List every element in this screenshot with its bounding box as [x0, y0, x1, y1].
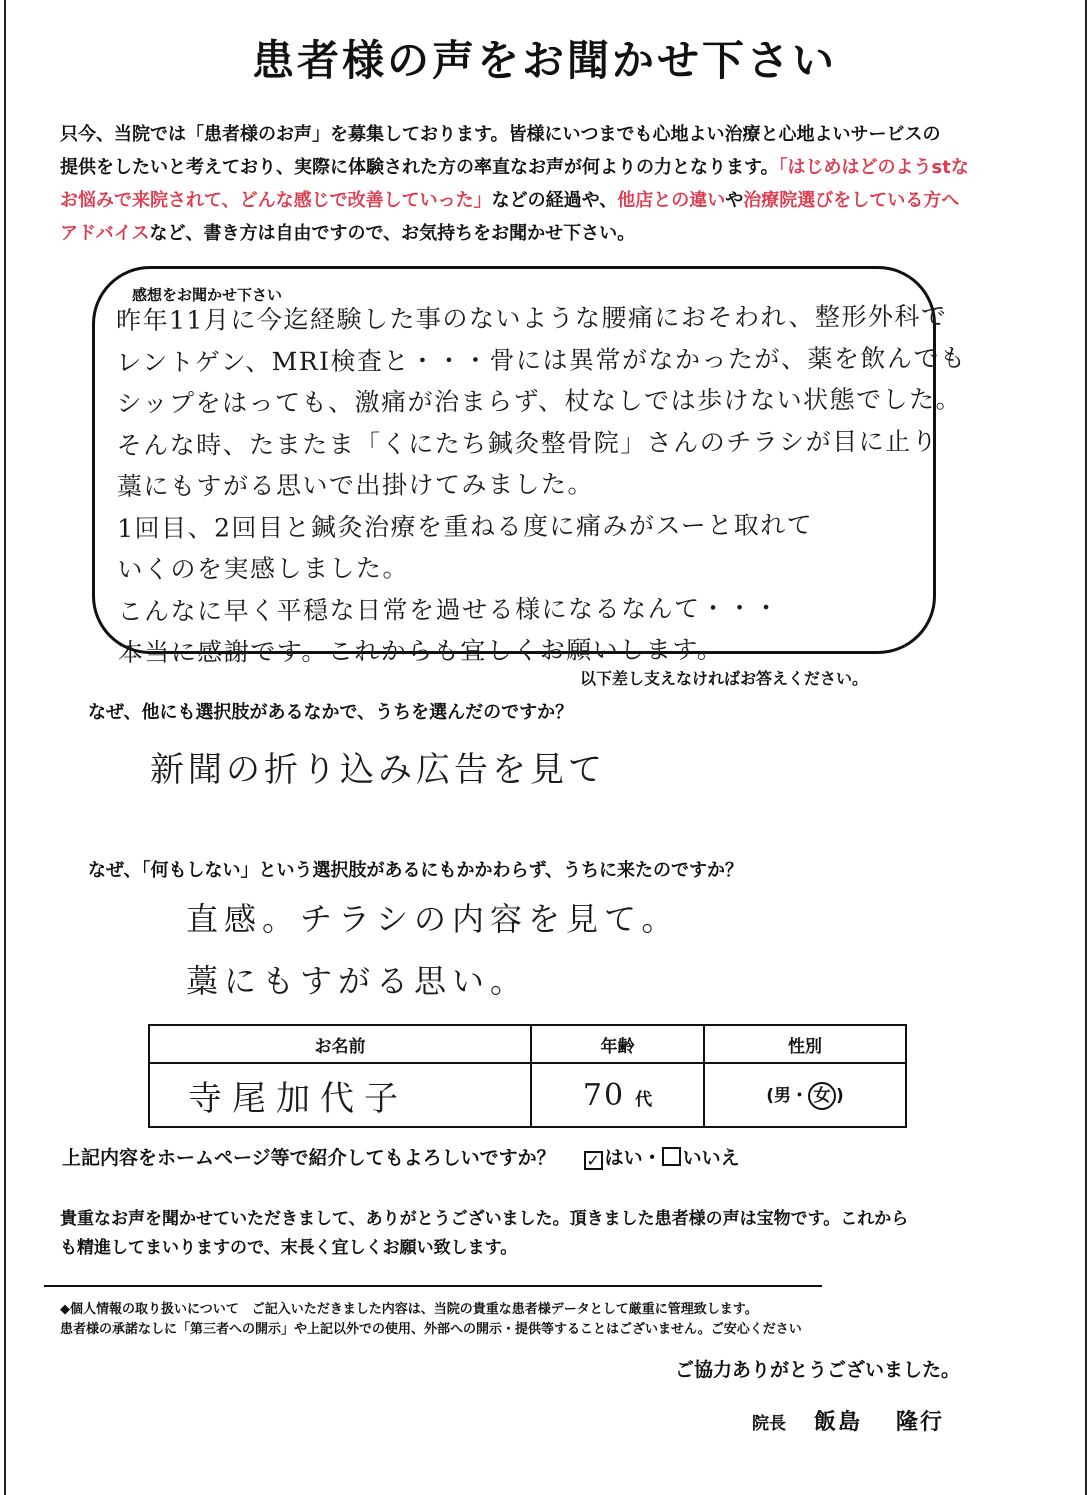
feedback-line: 藁にもすがる思いで出掛けてみました。: [116, 469, 595, 501]
feedback-line: 本当に感謝です。これからも宜しくお願いします。: [117, 634, 724, 667]
consent-question: [62, 1143, 740, 1170]
age-header: 年齢: [531, 1025, 704, 1063]
page-border-right: [1085, 0, 1087, 1495]
divider: [44, 1285, 822, 1287]
consent-text: 上記内容をホームページ等で紹介してもよろしいですか？: [62, 1147, 556, 1169]
feedback-line: いくのを実感しました。: [117, 553, 409, 584]
intro-line-1: 只今、当院では「患者様のお声」を募集しております。皆様にいつまでも心地よい治療と心地よいサービスの: [60, 124, 941, 145]
feedback-line: こんなに早く平穏な日常を過せる様になるなんて・・・: [117, 593, 781, 626]
intro-line-2: [60, 151, 1000, 184]
intro-highlight: お悩みで来院されて、どんな感じで改善していった」: [60, 190, 492, 211]
question-why-came: なぜ、「何もしない」という選択肢があるにもかかわらず、うちに来たのですか？: [88, 860, 744, 881]
gender-cell: [704, 1063, 906, 1127]
signature: [752, 1405, 944, 1436]
thanks-paragraph: [60, 1205, 1000, 1263]
feedback-line: そんな時、たまたま「くにたち鍼灸整骨院」さんのチラシが目に止り: [116, 426, 939, 460]
answer-line: 直感。チラシの内容を見て。: [186, 900, 680, 938]
option-separator: ・: [642, 1147, 662, 1169]
age-cell: [531, 1063, 704, 1127]
signature-role: 院長: [752, 1414, 786, 1434]
feedback-line: シップをはっても、激痛が治まらず、杖なしでは歩けない状態でした。: [116, 384, 963, 418]
answer-line: 藁にもすがる思い。: [186, 962, 529, 1000]
feedback-line: レントゲン、MRI検査と・・・骨には異常がなかったが、薬を飲んでも: [116, 343, 967, 377]
intro-text: などの経過や、: [491, 190, 618, 211]
age-unit: 代: [635, 1089, 653, 1110]
intro-text: 提供をしたいと考えており、実際に体験された方の率直なお声が何よりの力となります。: [60, 157, 779, 178]
intro-highlight: 治療院選びをしている方へ: [743, 190, 960, 211]
feedback-line: 昨年11月に今迄経験した事のないような腰痛におそわれ、整形外科で: [116, 301, 948, 335]
table-header-row: [149, 1025, 906, 1063]
feedback-handwriting: [116, 296, 967, 674]
privacy-line: 患者様の承諾なしに「第三者への開示」や上記以外での使用、外部への開示・提供等することはございません。ご安心ください: [60, 1322, 802, 1337]
thanks-line: も精進してまいりますので、末長く宜しくお願い致します。: [60, 1238, 518, 1258]
consent-options: [584, 1147, 740, 1169]
yes-checkbox[interactable]: ✓: [584, 1151, 603, 1170]
thanks-line: 貴重なお声を聞かせていただきまして、ありがとうございました。頂きました患者様の声は宝物です。これから: [60, 1209, 909, 1229]
privacy-notice: [60, 1300, 802, 1340]
intro-line-4: [60, 217, 1000, 250]
question-why-chosen: なぜ、他にも選択肢があるなかで、うちを選んだのですか？: [88, 702, 574, 723]
yes-label: はい: [604, 1147, 643, 1169]
intro-highlight: 他店との違い: [617, 190, 726, 211]
signature-name: [814, 1410, 944, 1435]
answer-why-came: [186, 888, 679, 1012]
no-label: いいえ: [682, 1147, 740, 1169]
optional-note: 以下差し支えなければお答えください。: [580, 669, 869, 688]
intro-paragraph: [60, 118, 1000, 250]
age-value: 70: [582, 1077, 626, 1113]
privacy-line: ◆個人情報の取り扱いについて ご記入いただきました内容は、当院の貴重な患者様データとして厳重に管理致します。: [60, 1302, 758, 1317]
intro-line-3: [60, 184, 1000, 217]
intro-highlight: アドバイス: [60, 223, 150, 244]
answer-why-chosen: 新聞の折り込み広告を見て: [150, 750, 606, 790]
feedback-label: 感想をお聞かせ下さい: [132, 286, 283, 304]
intro-text: や: [725, 190, 744, 211]
signature-surname: 飯島: [814, 1410, 863, 1435]
no-checkbox[interactable]: [662, 1147, 681, 1166]
intro-highlight: 「はじめはどのようstな: [778, 157, 969, 178]
gender-close: ): [836, 1085, 844, 1106]
feedback-line: 1回目、2回目と鍼灸治療を重ねる度に痛みがスーと取れて: [117, 509, 814, 543]
intro-text: など、書き方は自由ですので、お気持ちをお聞かせ下さい。: [149, 223, 636, 244]
page-border-left: [4, 0, 6, 1495]
patient-name: 寺尾加代子: [149, 1063, 531, 1127]
gender-option-male: (男・: [766, 1085, 808, 1106]
signature-given-name: 隆行: [896, 1410, 945, 1435]
name-header: お名前: [149, 1025, 531, 1063]
closing-message: ご協力ありがとうございました。: [675, 1359, 961, 1381]
page-title: 患者様の声をお聞かせ下さい: [251, 36, 837, 85]
table-row: [149, 1063, 906, 1127]
gender-selected-female: 女: [808, 1082, 836, 1110]
gender-header: 性別: [704, 1025, 906, 1063]
patient-info-table: [148, 1024, 907, 1128]
